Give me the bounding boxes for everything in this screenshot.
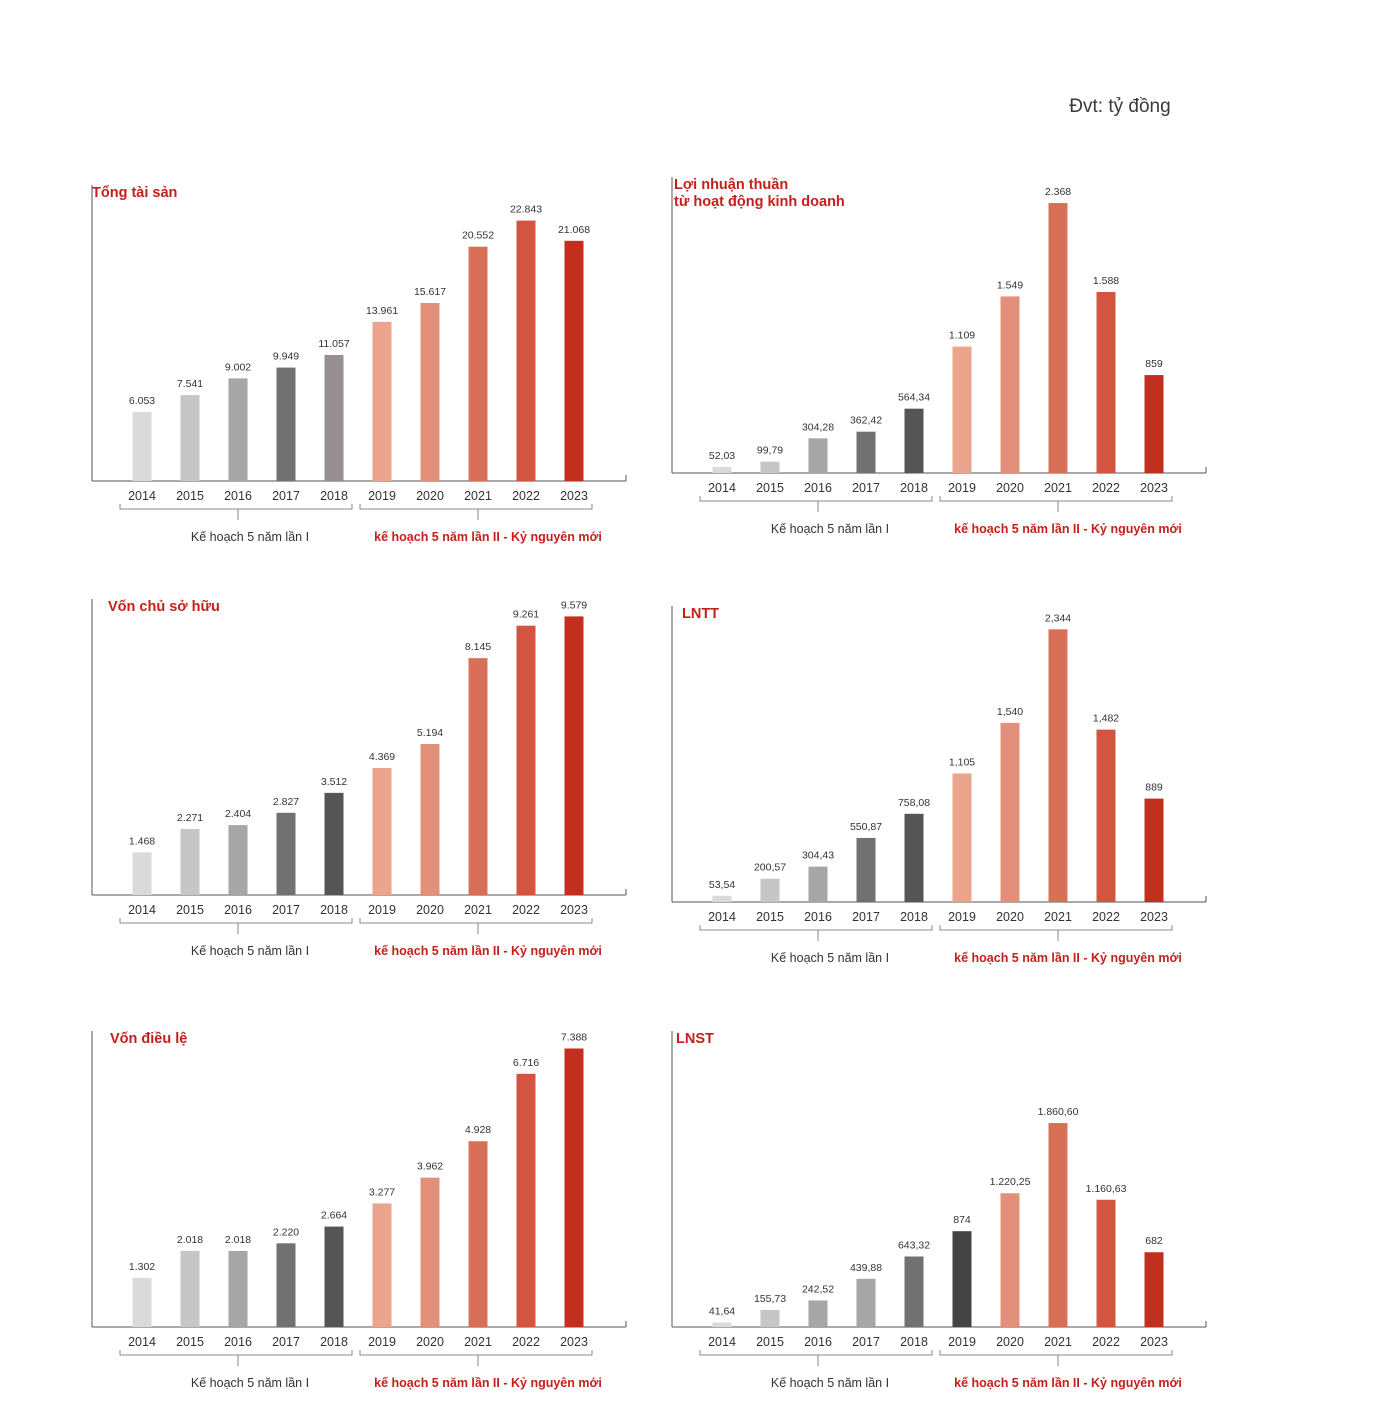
data-label-2021: 1.860,60 — [1037, 1106, 1079, 1119]
chart-plot — [78, 1031, 638, 1421]
data-label-2023: 889 — [1145, 781, 1163, 794]
data-label-2020: 15.617 — [413, 285, 447, 298]
bar-2023 — [565, 241, 584, 481]
bar-2016 — [229, 825, 248, 895]
chart-pretax-profit — [658, 606, 1218, 996]
group-bracket-2 — [360, 1350, 592, 1366]
data-label-2014: 6.053 — [128, 394, 156, 407]
bar-2022 — [517, 1074, 536, 1327]
bar-2014 — [133, 1278, 152, 1327]
group-label-1: Kế hoạch 5 năm lần I — [190, 944, 310, 958]
tick-label-2014: 2014 — [128, 489, 156, 503]
data-label-2019: 874 — [953, 1214, 971, 1227]
data-label-2017: 439,88 — [849, 1261, 883, 1274]
bar-2016 — [809, 438, 828, 473]
tick-label-2014: 2014 — [708, 481, 736, 495]
group-bracket-1 — [120, 1350, 352, 1366]
data-label-2021: 2.368 — [1044, 186, 1072, 199]
bar-2021 — [1049, 1123, 1068, 1327]
bar-2021 — [1049, 203, 1068, 473]
data-label-2015: 2.271 — [176, 811, 204, 824]
data-label-2017: 2.220 — [272, 1226, 300, 1239]
data-label-2023: 21.068 — [557, 223, 591, 236]
bar-2019 — [373, 1203, 392, 1327]
tick-label-2023: 2023 — [560, 903, 588, 917]
data-label-2022: 6.716 — [512, 1056, 540, 1069]
bar-2016 — [229, 378, 248, 481]
bar-2014 — [713, 467, 732, 473]
tick-label-2018: 2018 — [900, 910, 928, 924]
data-label-2019: 1,105 — [948, 756, 976, 769]
group-bracket-1 — [120, 918, 352, 934]
bar-2017 — [857, 838, 876, 902]
bar-2022 — [1097, 292, 1116, 473]
tick-label-2016: 2016 — [804, 481, 832, 495]
data-label-2014: 52,03 — [708, 450, 736, 463]
tick-label-2018: 2018 — [900, 481, 928, 495]
group-label-2: kế hoạch 5 năm lần II - Kỷ nguyên mới — [374, 944, 602, 958]
group-label-2: kế hoạch 5 năm lần II - Kỷ nguyên mới — [374, 530, 602, 544]
data-label-2017: 362,42 — [849, 414, 883, 427]
tick-label-2022: 2022 — [1092, 481, 1120, 495]
tick-label-2017: 2017 — [852, 1335, 880, 1349]
bar-2022 — [517, 221, 536, 481]
tick-label-2014: 2014 — [128, 1335, 156, 1349]
group-label-2: kế hoạch 5 năm lần II - Kỷ nguyên mới — [374, 1376, 602, 1390]
chart-title: Vốn điều lệ — [110, 1031, 188, 1047]
bar-2023 — [1145, 1252, 1164, 1327]
bar-2022 — [1097, 730, 1116, 902]
data-label-2022: 1,482 — [1092, 712, 1120, 725]
tick-label-2015: 2015 — [756, 1335, 784, 1349]
bar-2014 — [713, 896, 732, 902]
tick-label-2023: 2023 — [560, 489, 588, 503]
data-label-2016: 304,43 — [801, 849, 835, 862]
chart-equity — [78, 599, 638, 989]
data-label-2018: 11.057 — [318, 337, 350, 350]
data-label-2023: 859 — [1145, 358, 1163, 371]
group-label-2: kế hoạch 5 năm lần II - Kỷ nguyên mới — [954, 522, 1182, 536]
bar-2017 — [277, 368, 296, 481]
group-bracket-1 — [700, 1350, 932, 1366]
bar-2017 — [857, 432, 876, 473]
chart-title: LNTT — [682, 606, 720, 622]
data-label-2019: 1.109 — [948, 329, 976, 342]
bar-2016 — [809, 867, 828, 902]
bar-2020 — [421, 744, 440, 895]
bar-2018 — [325, 1227, 344, 1327]
tick-label-2021: 2021 — [464, 1335, 492, 1349]
bar-2021 — [469, 247, 488, 481]
tick-label-2019: 2019 — [948, 1335, 976, 1349]
tick-label-2019: 2019 — [368, 903, 396, 917]
tick-label-2022: 2022 — [1092, 910, 1120, 924]
group-bracket-2 — [360, 918, 592, 934]
tick-label-2020: 2020 — [416, 489, 444, 503]
tick-label-2023: 2023 — [1140, 1335, 1168, 1349]
chart-plot — [658, 606, 1218, 996]
data-label-2021: 20.552 — [461, 229, 495, 242]
tick-label-2018: 2018 — [320, 903, 348, 917]
bar-2017 — [277, 813, 296, 895]
group-label-1: Kế hoạch 5 năm lần I — [770, 1376, 890, 1390]
tick-label-2022: 2022 — [512, 1335, 540, 1349]
tick-label-2018: 2018 — [320, 489, 348, 503]
data-label-2019: 4.369 — [368, 750, 396, 763]
tick-label-2017: 2017 — [272, 1335, 300, 1349]
tick-label-2022: 2022 — [512, 489, 540, 503]
data-label-2015: 200,57 — [753, 861, 787, 874]
tick-label-2021: 2021 — [1044, 1335, 1072, 1349]
chart-title: Tổng tài sản — [92, 185, 178, 201]
tick-label-2023: 2023 — [560, 1335, 588, 1349]
data-label-2017: 550,87 — [849, 820, 883, 833]
tick-label-2020: 2020 — [996, 1335, 1024, 1349]
group-bracket-2 — [940, 925, 1172, 941]
chart-plot — [658, 177, 1218, 567]
bar-2016 — [809, 1300, 828, 1327]
chart-total-assets — [78, 185, 638, 575]
tick-label-2023: 2023 — [1140, 910, 1168, 924]
chart-title: Lợi nhuận thuần từ hoạt động kinh doanh — [674, 177, 845, 210]
group-bracket-1 — [700, 496, 932, 512]
tick-label-2021: 2021 — [1044, 910, 1072, 924]
group-label-1: Kế hoạch 5 năm lần I — [190, 530, 310, 544]
tick-label-2018: 2018 — [320, 1335, 348, 1349]
chart-plot — [658, 1031, 1218, 1421]
group-label-1: Kế hoạch 5 năm lần I — [770, 522, 890, 536]
data-label-2018: 3.512 — [320, 775, 348, 788]
bar-2022 — [1097, 1200, 1116, 1327]
tick-label-2015: 2015 — [756, 481, 784, 495]
tick-label-2016: 2016 — [224, 1335, 252, 1349]
bar-2023 — [1145, 799, 1164, 902]
data-label-2017: 2.827 — [272, 795, 300, 808]
group-bracket-2 — [940, 1350, 1172, 1366]
group-bracket-2 — [360, 504, 592, 520]
tick-label-2017: 2017 — [272, 489, 300, 503]
data-label-2018: 2.664 — [320, 1209, 348, 1222]
data-label-2022: 1.588 — [1092, 274, 1120, 287]
group-label-1: Kế hoạch 5 năm lần I — [190, 1376, 310, 1390]
tick-label-2022: 2022 — [512, 903, 540, 917]
data-label-2020: 1,540 — [996, 705, 1024, 718]
group-label-2: kế hoạch 5 năm lần II - Kỷ nguyên mới — [954, 951, 1182, 965]
bar-2014 — [133, 852, 152, 895]
chart-net-operating-profit — [658, 177, 1218, 567]
bar-2022 — [517, 626, 536, 895]
bar-2018 — [905, 1256, 924, 1327]
bar-2019 — [373, 322, 392, 481]
tick-label-2023: 2023 — [1140, 481, 1168, 495]
data-label-2018: 758,08 — [897, 796, 931, 809]
data-label-2021: 2,344 — [1044, 612, 1072, 625]
tick-label-2021: 2021 — [1044, 481, 1072, 495]
tick-label-2020: 2020 — [996, 910, 1024, 924]
chart-title: Vốn chủ sở hữu — [108, 599, 220, 615]
data-label-2022: 1.160,63 — [1085, 1182, 1127, 1195]
tick-label-2022: 2022 — [1092, 1335, 1120, 1349]
data-label-2016: 2.404 — [224, 808, 252, 821]
bar-2015 — [761, 462, 780, 473]
bar-2021 — [469, 658, 488, 895]
bar-2017 — [277, 1243, 296, 1327]
data-label-2019: 3.277 — [368, 1186, 396, 1199]
tick-label-2017: 2017 — [852, 481, 880, 495]
tick-label-2016: 2016 — [804, 1335, 832, 1349]
bar-2017 — [857, 1279, 876, 1327]
bar-2014 — [713, 1322, 732, 1327]
tick-label-2018: 2018 — [900, 1335, 928, 1349]
data-label-2023: 682 — [1145, 1235, 1163, 1248]
bar-2019 — [373, 768, 392, 895]
unit-label: Đvt: tỷ đồng — [1069, 96, 1171, 117]
tick-label-2021: 2021 — [464, 903, 492, 917]
group-bracket-1 — [120, 504, 352, 520]
group-bracket-1 — [700, 925, 932, 941]
bar-2021 — [469, 1141, 488, 1327]
data-label-2022: 9.261 — [512, 608, 540, 621]
data-label-2023: 7.388 — [560, 1031, 588, 1044]
bar-2015 — [761, 879, 780, 902]
bar-2018 — [905, 409, 924, 473]
data-label-2016: 304,28 — [801, 421, 835, 434]
data-label-2022: 22.843 — [509, 203, 543, 216]
tick-label-2017: 2017 — [852, 910, 880, 924]
bar-2020 — [1001, 1193, 1020, 1327]
tick-label-2021: 2021 — [464, 489, 492, 503]
data-label-2016: 2.018 — [224, 1233, 252, 1246]
data-label-2020: 5.194 — [416, 726, 444, 739]
data-label-2015: 99,79 — [756, 444, 784, 457]
data-label-2014: 1.302 — [128, 1260, 156, 1273]
bar-2021 — [1049, 629, 1068, 902]
data-label-2021: 8.145 — [464, 641, 492, 654]
data-label-2014: 41,64 — [708, 1305, 736, 1318]
data-label-2017: 9.949 — [272, 350, 300, 363]
bar-2016 — [229, 1251, 248, 1327]
bar-2020 — [421, 1178, 440, 1327]
tick-label-2016: 2016 — [224, 903, 252, 917]
data-label-2016: 9.002 — [224, 361, 252, 374]
tick-label-2015: 2015 — [176, 1335, 204, 1349]
tick-label-2019: 2019 — [948, 910, 976, 924]
data-label-2016: 242,52 — [801, 1283, 835, 1296]
tick-label-2015: 2015 — [176, 903, 204, 917]
tick-label-2020: 2020 — [416, 903, 444, 917]
bar-2018 — [325, 355, 344, 481]
data-label-2014: 53,54 — [708, 878, 736, 891]
bar-2023 — [565, 616, 584, 895]
tick-label-2014: 2014 — [708, 1335, 736, 1349]
bar-2020 — [421, 303, 440, 481]
data-label-2015: 155,73 — [753, 1292, 787, 1305]
data-label-2019: 13.961 — [365, 304, 399, 317]
chart-after-tax-profit — [658, 1031, 1218, 1421]
chart-plot — [78, 185, 638, 575]
bar-2014 — [133, 412, 152, 481]
bar-2019 — [953, 773, 972, 902]
data-label-2018: 564,34 — [897, 391, 931, 404]
data-label-2020: 1.220,25 — [989, 1176, 1031, 1189]
tick-label-2014: 2014 — [708, 910, 736, 924]
data-label-2018: 643,32 — [897, 1239, 931, 1252]
bar-2019 — [953, 1231, 972, 1327]
tick-label-2014: 2014 — [128, 903, 156, 917]
tick-label-2016: 2016 — [804, 910, 832, 924]
data-label-2023: 9.579 — [560, 599, 588, 612]
tick-label-2019: 2019 — [948, 481, 976, 495]
bar-2023 — [1145, 375, 1164, 473]
bar-2015 — [761, 1310, 780, 1327]
chart-plot — [78, 599, 638, 989]
data-label-2015: 7.541 — [176, 378, 204, 391]
tick-label-2020: 2020 — [996, 481, 1024, 495]
bar-2015 — [181, 1251, 200, 1327]
chart-charter-capital — [78, 1031, 638, 1421]
bar-2023 — [565, 1048, 584, 1327]
tick-label-2019: 2019 — [368, 489, 396, 503]
bar-2015 — [181, 829, 200, 895]
tick-label-2019: 2019 — [368, 1335, 396, 1349]
data-label-2015: 2.018 — [176, 1233, 204, 1246]
group-label-1: Kế hoạch 5 năm lần I — [770, 951, 890, 965]
bar-2020 — [1001, 296, 1020, 473]
chart-title: LNST — [676, 1031, 714, 1047]
tick-label-2017: 2017 — [272, 903, 300, 917]
bar-2019 — [953, 347, 972, 473]
group-bracket-2 — [940, 496, 1172, 512]
data-label-2021: 4.928 — [464, 1124, 492, 1137]
bar-2015 — [181, 395, 200, 481]
group-label-2: kế hoạch 5 năm lần II - Kỷ nguyên mới — [954, 1376, 1182, 1390]
bar-2018 — [905, 814, 924, 902]
tick-label-2015: 2015 — [756, 910, 784, 924]
data-label-2020: 3.962 — [416, 1160, 444, 1173]
data-label-2014: 1.468 — [128, 835, 156, 848]
tick-label-2020: 2020 — [416, 1335, 444, 1349]
bar-2020 — [1001, 723, 1020, 902]
tick-label-2016: 2016 — [224, 489, 252, 503]
tick-label-2015: 2015 — [176, 489, 204, 503]
data-label-2020: 1.549 — [996, 279, 1024, 292]
bar-2018 — [325, 793, 344, 895]
